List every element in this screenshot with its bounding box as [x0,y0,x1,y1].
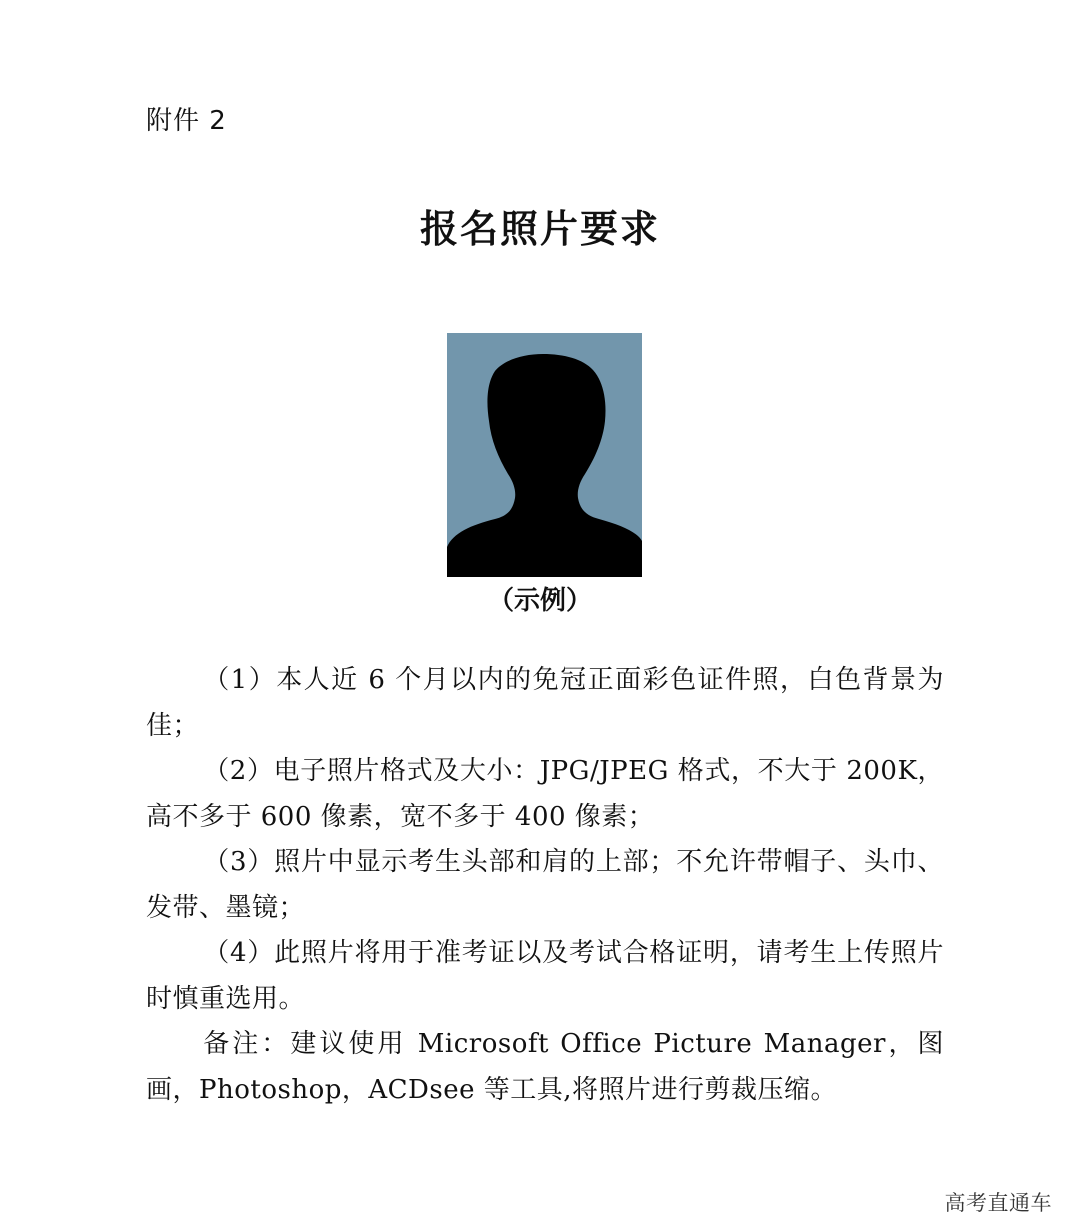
remark-note: 备注：建议使用 Microsoft Office Picture Manager，图画，Photoshop，ACDsee 等工具,将照片进行剪裁压缩。 [146,1029,944,1105]
attachment-label: 附件 2 [146,106,227,136]
watermark: 高考直通车 [944,1191,1052,1215]
sample-photo [447,333,642,577]
requirement-item-3: （3）照片中显示考生头部和肩的上部；不允许带帽子、头巾、发带、墨镜； [146,847,944,923]
requirement-item-2: （2）电子照片格式及大小：JPG/JPEG 格式，不大于 200K，高不多于 600 像素，宽不多于 400 像素； [146,756,944,832]
page-title: 报名照片要求 [419,206,660,251]
silhouette-image [447,333,642,577]
requirement-item-4: （4）此照片将用于准考证以及考试合格证明，请考生上传照片时慎重选用。 [146,938,944,1014]
requirements-list [146,658,944,1113]
photo-caption: （示例） [487,586,592,616]
requirement-item-1: （1）本人近 6 个月以内的免冠正面彩色证件照，白色背景为佳； [146,665,944,741]
